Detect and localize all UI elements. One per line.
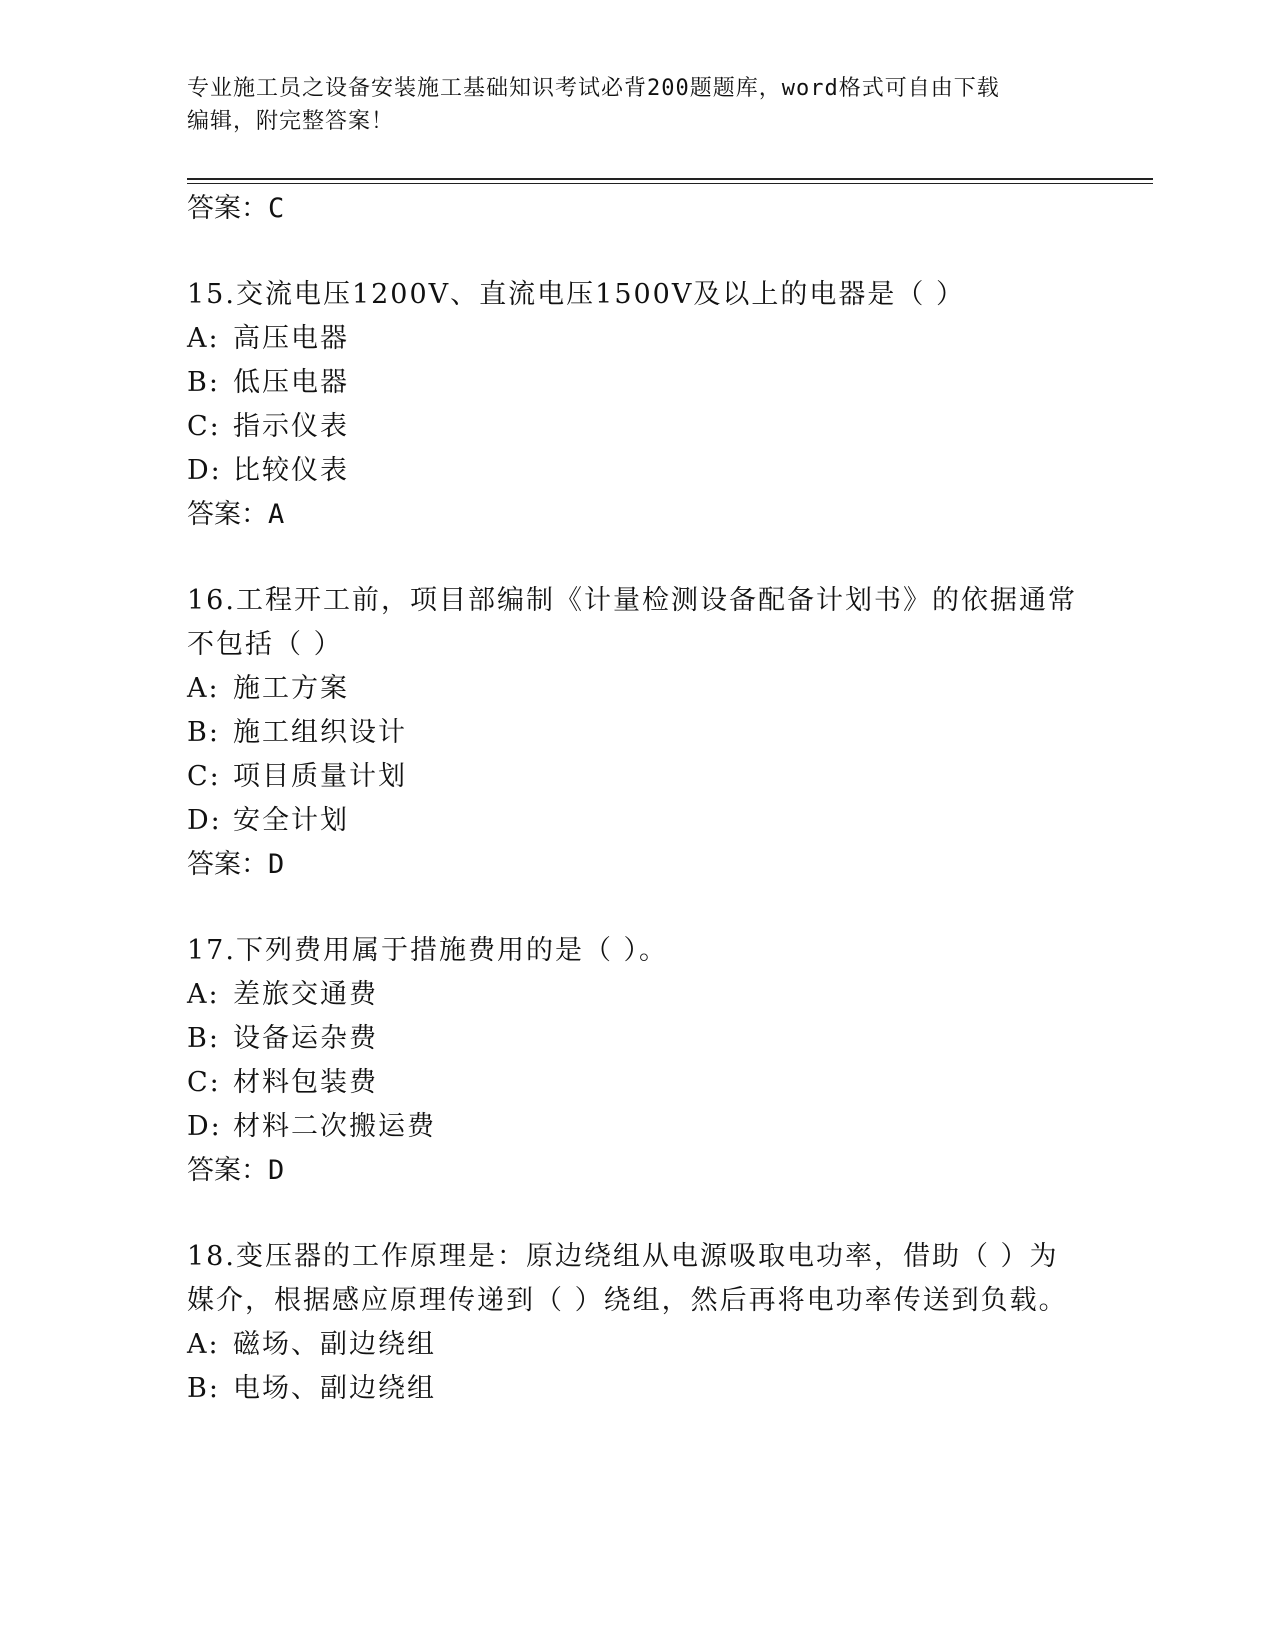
option-key: B:	[187, 1023, 220, 1054]
header-title-line-2: 编辑，附完整答案！	[187, 109, 395, 134]
question-16-option-b	[187, 710, 407, 749]
option-key: C:	[187, 411, 221, 442]
page-header	[187, 72, 1067, 138]
option-text: 施工组织设计	[233, 717, 407, 748]
option-key: D:	[187, 1111, 222, 1142]
question-17-stem: 17.下列费用属于措施费用的是（ ）。	[187, 935, 669, 966]
answer-label: 答案：	[187, 849, 268, 880]
question-16-stem-line-1: 16.工程开工前，项目部编制《计量检测设备配备计划书》的依据通常	[187, 585, 1077, 616]
question-17-option-c	[187, 1060, 378, 1099]
option-key: A:	[187, 673, 220, 704]
option-key: D:	[187, 455, 222, 486]
option-key: C:	[187, 1067, 221, 1098]
option-key: C:	[187, 761, 221, 792]
question-15-option-c	[187, 404, 349, 443]
option-key: D:	[187, 805, 222, 836]
option-key: A:	[187, 1329, 220, 1360]
option-key: B:	[187, 367, 220, 398]
answer-value: C	[268, 193, 285, 224]
option-key: B:	[187, 1373, 220, 1404]
question-15-option-b	[187, 360, 349, 399]
option-text: 施工方案	[233, 673, 349, 704]
answer-value: D	[268, 1155, 285, 1186]
option-text: 指示仪表	[233, 411, 349, 442]
option-text: 磁场、副边绕组	[233, 1329, 436, 1360]
option-text: 电场、副边绕组	[233, 1373, 436, 1404]
question-16-option-d	[187, 798, 349, 837]
answer-label: 答案：	[187, 499, 268, 530]
header-divider	[187, 178, 1153, 180]
question-17-option-b	[187, 1016, 378, 1055]
question-18-option-a	[187, 1322, 436, 1361]
header-divider-thin	[187, 183, 1153, 184]
question-16-stem-line-2: 不包括（ ）	[187, 629, 343, 660]
question-15-option-d	[187, 448, 349, 487]
option-text: 材料二次搬运费	[233, 1111, 436, 1142]
answer-line-17	[187, 1148, 284, 1187]
option-text: 材料包装费	[233, 1067, 378, 1098]
question-15-stem: 15.交流电压1200V、直流电压1500V及以上的电器是（ ）	[187, 279, 965, 310]
answer-value: A	[268, 499, 285, 530]
option-text: 比较仪表	[233, 455, 349, 486]
question-16-option-c	[187, 754, 407, 793]
question-17-option-a	[187, 972, 378, 1011]
option-key: A:	[187, 979, 220, 1010]
answer-line-15	[187, 492, 284, 531]
option-text: 差旅交通费	[233, 979, 378, 1010]
option-key: A:	[187, 323, 220, 354]
option-text: 安全计划	[233, 805, 349, 836]
option-text: 设备运杂费	[233, 1023, 378, 1054]
question-18-option-b	[187, 1366, 436, 1405]
header-title-line-1: 专业施工员之设备安装施工基础知识考试必背200题题库，word格式可自由下载	[187, 76, 1000, 101]
option-text: 项目质量计划	[233, 761, 407, 792]
question-18-stem-line-2: 媒介，根据感应原理传递到（ ）绕组，然后再将电功率传送到负载。	[187, 1285, 1068, 1316]
question-16-option-a	[187, 666, 349, 705]
question-18-stem-line-1: 18.变压器的工作原理是：原边绕组从电源吸取电功率，借助（ ）为	[187, 1241, 1059, 1272]
option-key: B:	[187, 717, 220, 748]
answer-label: 答案：	[187, 193, 268, 224]
question-17-option-d	[187, 1104, 436, 1143]
answer-line-16	[187, 842, 284, 881]
option-text: 低压电器	[233, 367, 349, 398]
answer-value: D	[268, 849, 285, 880]
option-text: 高压电器	[233, 323, 349, 354]
question-15-option-a	[187, 316, 349, 355]
answer-line-14	[187, 186, 284, 225]
answer-label: 答案：	[187, 1155, 268, 1186]
